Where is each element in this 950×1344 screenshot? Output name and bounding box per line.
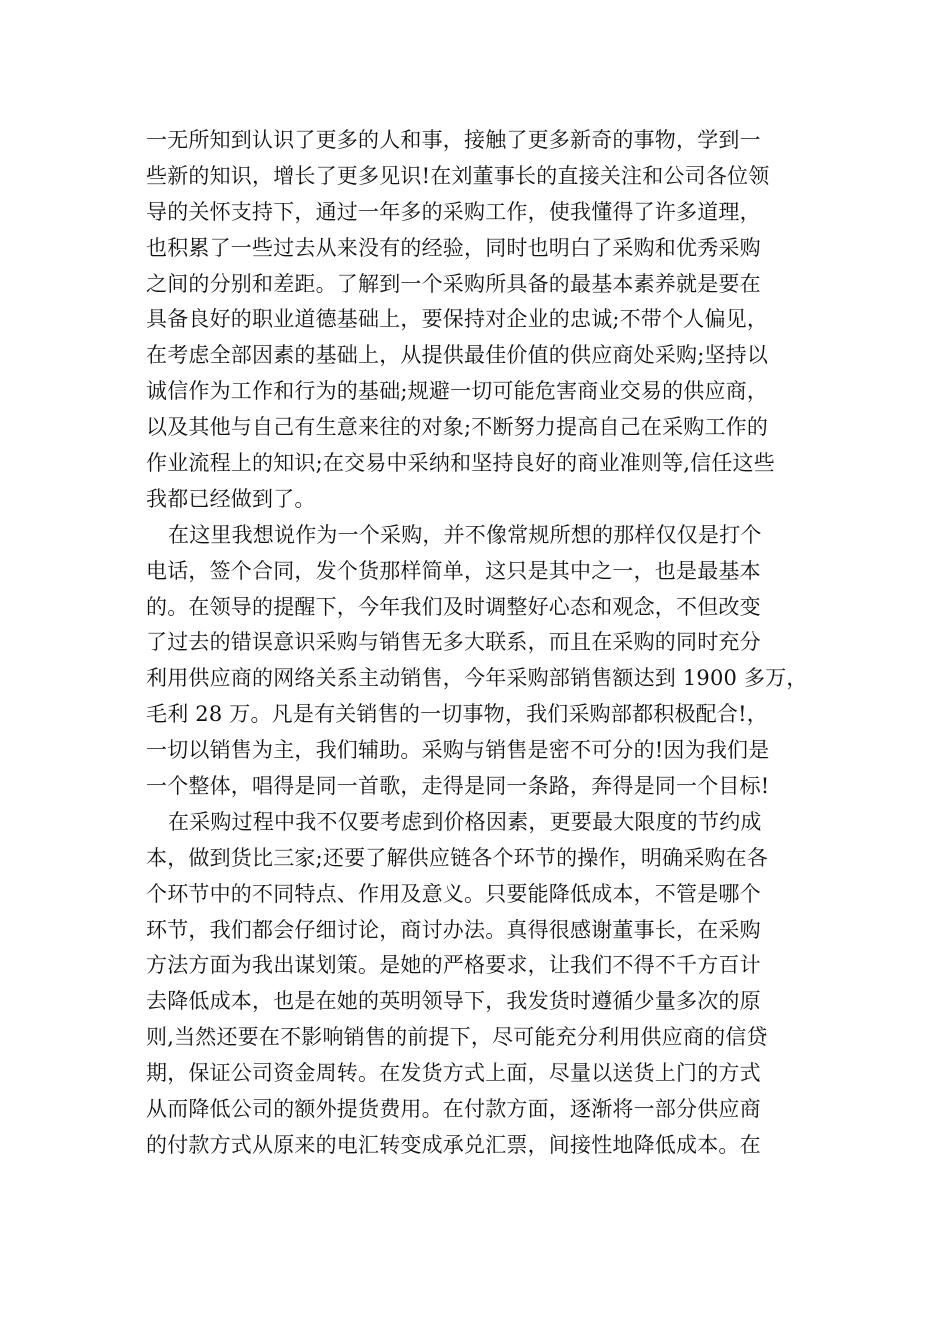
text-line: 本，做到货比三家;还要了解供应链各个环节的操作，明确采购在各 [146,845,769,870]
text-line: 具备良好的职业道德基础上，要保持对企业的忠诚;不带个人偏见， [146,307,769,332]
text-line: 个环节中的不同特点、作用及意义。只要能降低成本，不管是哪个 [146,881,761,906]
text-line: 在采购过程中我不仅要考虑到价格因素，更要最大限度的节约成 [168,809,762,834]
text-line: 以及其他与自己有生意来往的对象;不断努力提高自己在采购工作的 [146,415,769,440]
text-line: 我都已经做到了。 [146,486,316,511]
text-line: 一无所知到认识了更多的人和事，接触了更多新奇的事物，学到一 [146,128,761,152]
text-line: 方法方面为我出谋划策。是她的严格要求，让我们不得不千方百计 [146,953,761,978]
text-line: 从而降低公司的额外提货费用。在付款方面，逐渐将一部分供应商 [146,1097,761,1122]
text-line: 期，保证公司资金周转。在发货方式上面，尽量以送货上门的方式 [146,1061,761,1086]
text-line: 则,当然还要在不影响销售的前提下，尽可能充分利用供应商的信贷 [146,1025,768,1050]
text-line: 些新的知识，增长了更多见识!在刘董事长的直接关注和公司各位领 [146,163,770,188]
text-line: 利用供应商的网络关系主动销售，今年采购部销售额达到 1900 多万， [146,666,808,691]
text-line: 在这里我想说作为一个采购，并不像常规所想的那样仅仅是打个 [168,522,762,547]
text-line: 作业流程上的知识;在交易中采纳和坚持良好的商业准则等,信任这些 [146,451,775,476]
text-line: 一个整体，唱得是同一首歌，走得是同一条路，奔得是同一个目标! [146,774,770,799]
document-body [146,123,814,1164]
text-line: 也积累了一些过去从来没有的经验，同时也明白了采购和优秀采购 [146,235,761,260]
paragraph-3 [146,805,814,1164]
text-line: 的付款方式从原来的电汇转变成承兑汇票，间接性地降低成本。在 [146,1132,761,1157]
text-line: 电话，签个合同，发个货那样简单，这只是其中之一，也是最基本 [146,558,761,583]
paragraph-2 [146,518,814,805]
text-line: 导的关怀支持下，通过一年多的采购工作，使我懂得了许多道理， [146,199,761,224]
text-line: 的。在领导的提醒下，今年我们及时调整好心态和观念，不但改变 [146,594,761,619]
text-line: 环节，我们都会仔细讨论，商讨办法。真得很感谢董事长，在采购 [146,917,761,942]
text-line: 诚信作为工作和行为的基础;规避一切可能危害商业交易的供应商， [146,379,769,404]
text-line: 去降低成本，也是在她的英明领导下，我发货时遵循少量多次的原 [146,989,761,1014]
paragraph-1 [146,123,814,518]
text-line: 一切以销售为主，我们辅助。采购与销售是密不可分的!因为我们是 [146,738,770,763]
text-line: 了过去的错误意识采购与销售无多大联系，而且在采购的同时充分 [146,630,761,655]
text-line: 之间的分别和差距。了解到一个采购所具备的最基本素养就是要在 [146,271,761,296]
text-line: 在考虑全部因素的基础上，从提供最佳价值的供应商处采购;坚持以 [146,343,769,368]
text-line: 毛利 28 万。凡是有关销售的一切事物，我们采购部都积极配合!， [146,702,768,727]
